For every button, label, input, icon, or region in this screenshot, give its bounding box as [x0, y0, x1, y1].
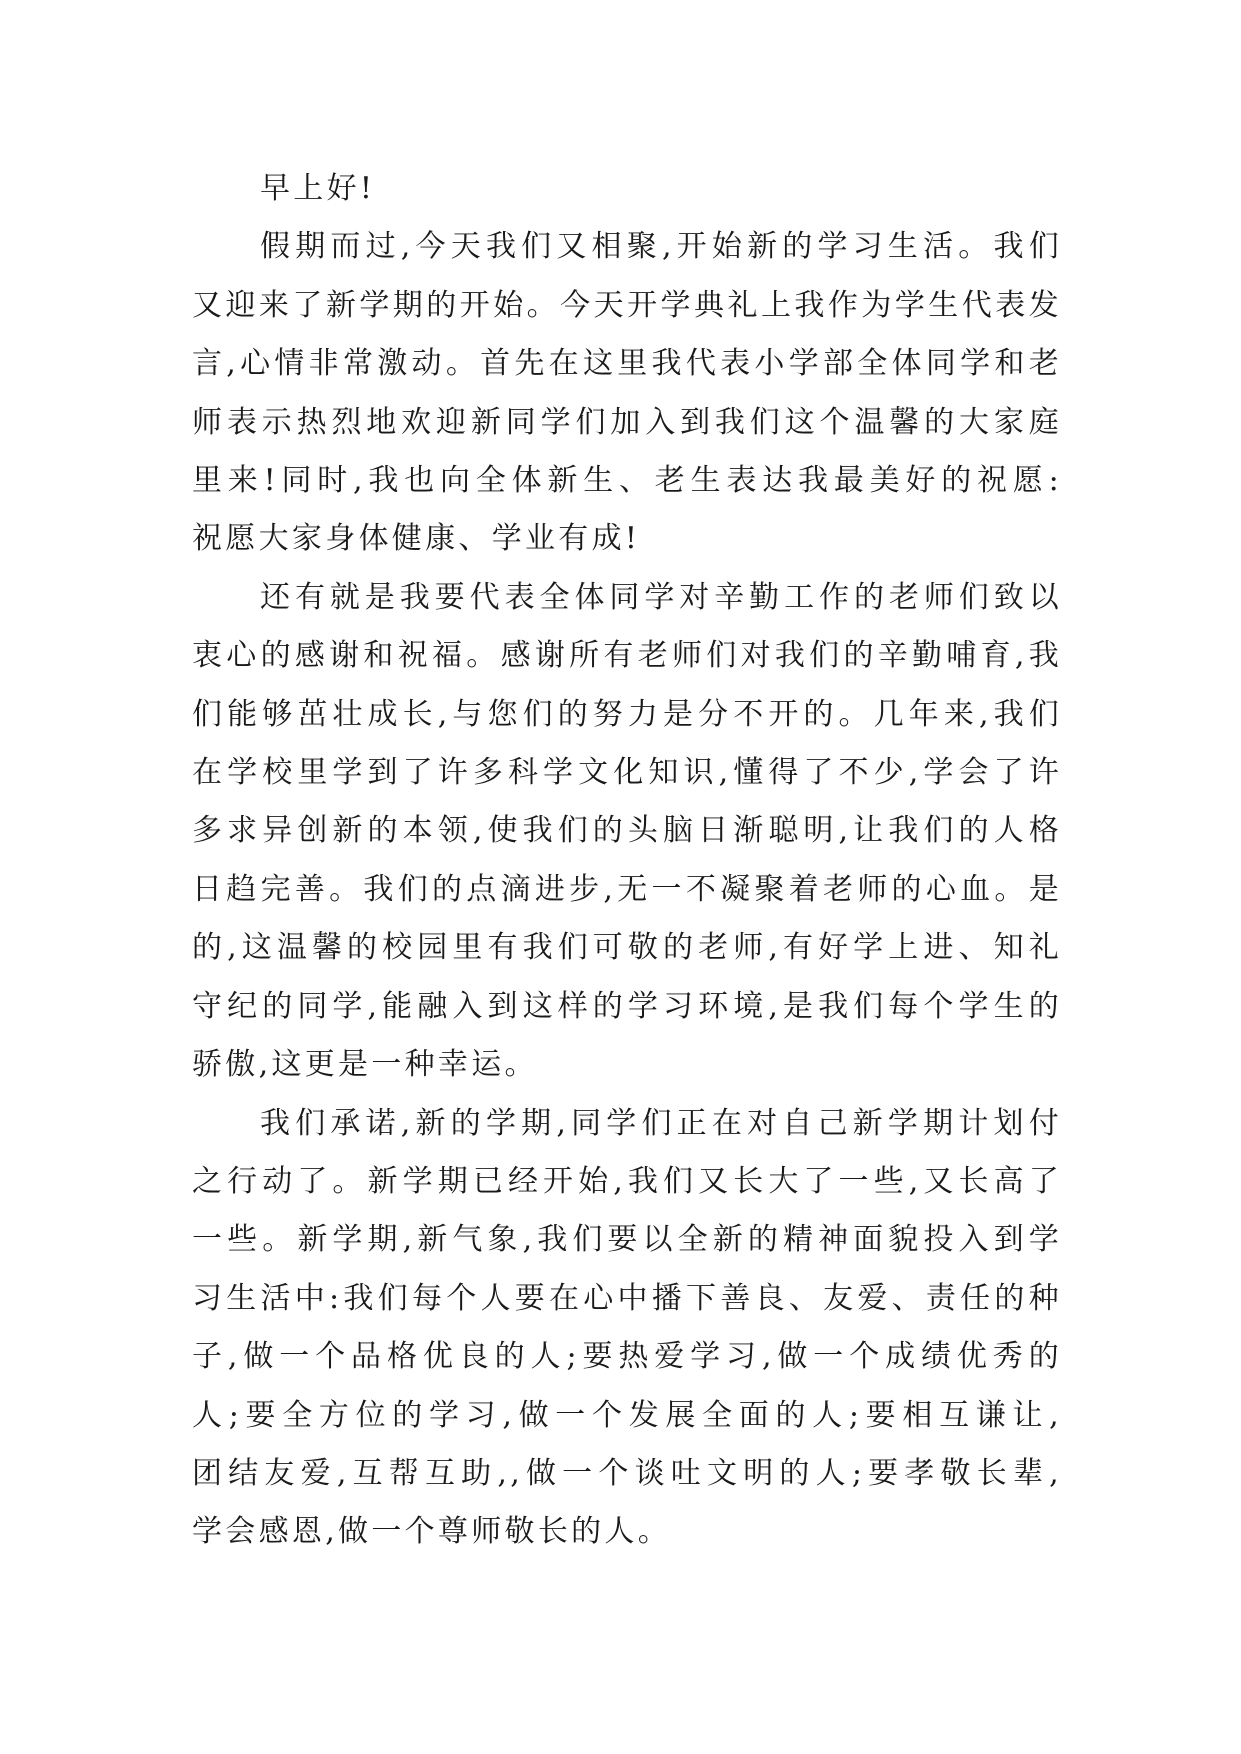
text-line: 在学校里学到了许多科学文化知识,懂得了不少,学会了许: [192, 755, 1062, 791]
text-line: 子,做一个品格优良的人;要热爱学习,做一个成绩优秀的: [192, 1339, 1062, 1375]
text-line: 我们承诺,新的学期,同学们正在对自己新学期计划付: [260, 1105, 1062, 1141]
speech-text: [192, 160, 1062, 1562]
text-line: 日趋完善。我们的点滴进步,无一不凝聚着老师的心血。是: [192, 871, 1062, 907]
text-line: 祝愿大家身体健康、学业有成!: [192, 521, 641, 557]
text-line: 假期而过,今天我们又相聚,开始新的学习生活。我们: [260, 229, 1062, 265]
text-line: 人;要全方位的学习,做一个发展全面的人;要相互谦让,: [192, 1397, 1062, 1433]
text-line: 多求异创新的本领,使我们的头脑日渐聪明,让我们的人格: [192, 813, 1062, 849]
text-line: 衷心的感谢和祝福。感谢所有老师们对我们的辛勤哺育,我: [192, 638, 1062, 674]
text-line: 一些。新学期,新气象,我们要以全新的精神面貌投入到学: [192, 1222, 1062, 1258]
text-line: 又迎来了新学期的开始。今天开学典礼上我作为学生代表发: [192, 287, 1062, 323]
text-line: 早上好!: [260, 171, 376, 206]
text-line: 们能够茁壮成长,与您们的努力是分不开的。几年来,我们: [192, 696, 1062, 732]
text-line: 骄傲,这更是一种幸运。: [192, 1047, 538, 1083]
text-line: 习生活中:我们每个人要在心中播下善良、友爱、责任的种: [192, 1280, 1062, 1316]
text-line: 守纪的同学,能融入到这样的学习环境,是我们每个学生的: [192, 988, 1062, 1024]
text-line: 的,这温馨的校园里有我们可敬的老师,有好学上进、知礼: [192, 930, 1062, 966]
text-line: 里来!同时,我也向全体新生、老生表达我最美好的祝愿:: [192, 463, 1062, 499]
text-line: 学会感恩,做一个尊师敬长的人。: [192, 1514, 672, 1550]
text-line: 还有就是我要代表全体同学对辛勤工作的老师们致以: [260, 579, 1062, 615]
text-line: 团结友爱,互帮互助,,做一个谈吐文明的人;要孝敬长辈,: [192, 1455, 1062, 1491]
text-line: 言,心情非常激动。首先在这里我代表小学部全体同学和老: [192, 346, 1062, 382]
text-line: 师表示热烈地欢迎新同学们加入到我们这个温馨的大家庭: [192, 404, 1062, 440]
text-line: 之行动了。新学期已经开始,我们又长大了一些,又长高了: [192, 1163, 1062, 1199]
